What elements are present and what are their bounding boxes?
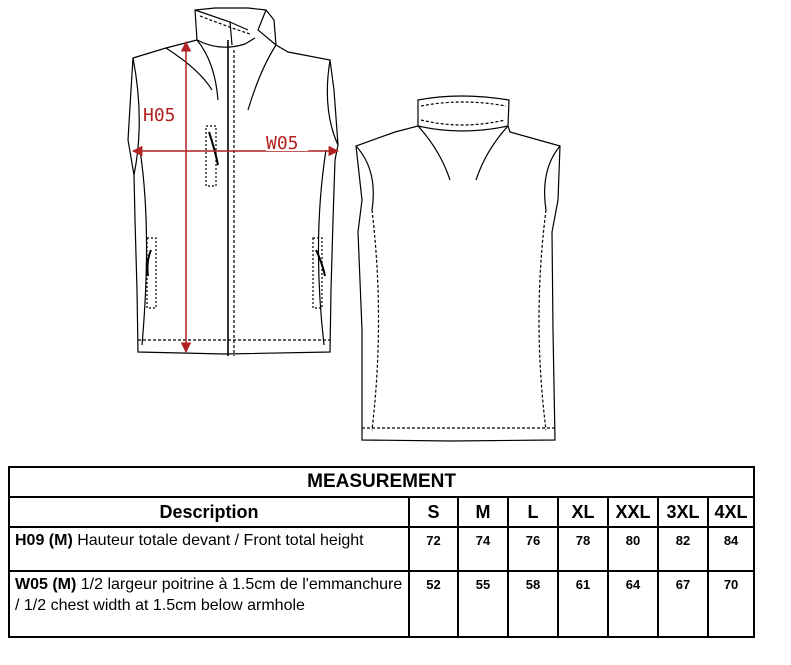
row-value: 52 [409, 571, 458, 637]
row-description [9, 527, 409, 571]
vest-front-view [128, 8, 338, 356]
height-measure-label: H05 [143, 105, 176, 126]
vest-back-view [356, 96, 560, 441]
row-value: 64 [608, 571, 658, 637]
row-value: 72 [409, 527, 458, 571]
size-header-xl: XL [558, 497, 608, 527]
size-header-s: S [409, 497, 458, 527]
table-row [9, 571, 754, 637]
row-value: 80 [608, 527, 658, 571]
row-value: 61 [558, 571, 608, 637]
table-title: MEASUREMENT [9, 467, 754, 497]
size-header-l: L [508, 497, 558, 527]
row-text: Hauteur totale devant / Front total height [72, 532, 364, 549]
width-measure-label: W05 [266, 133, 299, 154]
row-value: 70 [708, 571, 754, 637]
table-header-row [9, 497, 754, 527]
row-value: 74 [458, 527, 508, 571]
row-text: 1/2 largeur poitrine à 1.5cm de l'emmanchure / 1/2 chest width at 1.5cm below armhole [15, 576, 403, 614]
row-value: 67 [658, 571, 708, 637]
row-code: W05 (M) [15, 576, 77, 593]
row-value: 76 [508, 527, 558, 571]
row-code: H09 (M) [15, 532, 73, 549]
row-value: 78 [558, 527, 608, 571]
measurement-table [8, 466, 755, 638]
size-header-xxl: XXL [608, 497, 658, 527]
row-value: 55 [458, 571, 508, 637]
size-header-m: M [458, 497, 508, 527]
row-description [9, 571, 409, 637]
row-value: 84 [708, 527, 754, 571]
size-header-4xl: 4XL [708, 497, 754, 527]
size-header-3xl: 3XL [658, 497, 708, 527]
row-value: 82 [658, 527, 708, 571]
description-header: Description [9, 497, 409, 527]
table-row [9, 527, 754, 571]
row-value: 58 [508, 571, 558, 637]
